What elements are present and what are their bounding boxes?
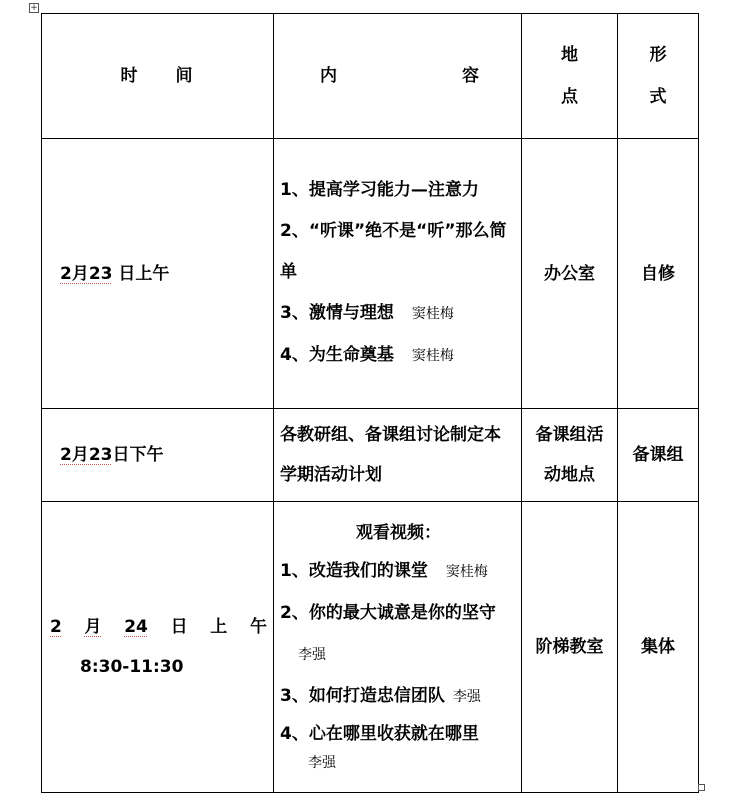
header-form-char-1: 形 xyxy=(649,45,667,65)
row3-content xyxy=(274,502,522,793)
row2-time xyxy=(42,409,274,502)
speaker-name: 李强 xyxy=(308,754,336,771)
row3-subtitle: 观看视频： xyxy=(356,522,441,543)
header-time-label: 时 间 xyxy=(120,66,195,86)
header-location-char-2: 点 xyxy=(561,87,578,107)
row3-time-part: 午 xyxy=(249,617,267,637)
header-form xyxy=(618,14,699,139)
row3-time-part: 2 xyxy=(50,617,62,637)
row3-time-part: 日 xyxy=(170,617,188,637)
table-move-handle-icon[interactable]: + xyxy=(30,3,38,13)
table-row xyxy=(42,139,699,409)
row2-location: 备课组活动地点 xyxy=(522,409,618,502)
header-form-char-2: 式 xyxy=(649,87,667,107)
list-item: 1、提高学习能力—注意力 xyxy=(280,180,479,200)
speaker-name: 李强 xyxy=(452,688,481,705)
table-row xyxy=(42,409,699,502)
speaker-name: 窦桂梅 xyxy=(411,348,454,364)
row3-time-part: 上 xyxy=(210,617,228,637)
list-item: 1、改造我们的课堂 窦桂梅 xyxy=(280,560,488,581)
list-item: 3、如何打造忠信团队 李强 xyxy=(280,685,481,706)
header-content-char-2: 容 xyxy=(462,66,479,86)
row1-location: 办公室 xyxy=(522,139,618,409)
speaker-name: 李强 xyxy=(298,646,326,663)
list-item: 4、心在哪里收获就在哪里 李强 xyxy=(280,718,517,776)
row2-content: 各教研组、备课组讨论制定本学期活动计划 xyxy=(274,409,522,502)
row3-time-part: 月 xyxy=(84,617,102,637)
row3-time-hours: 8:30-11:30 xyxy=(80,657,184,677)
speaker-name: 窦桂梅 xyxy=(445,563,488,580)
row1-form: 自修 xyxy=(618,139,699,409)
row1-time xyxy=(42,139,274,409)
row2-form: 备课组 xyxy=(618,409,699,502)
row1-time-rest: 日上午 xyxy=(118,263,170,284)
end-of-table-marker xyxy=(698,784,705,791)
header-row xyxy=(42,14,699,139)
list-item: 3、激情与理想 窦桂梅 xyxy=(280,303,454,323)
row3-time xyxy=(42,502,274,793)
table-row xyxy=(42,502,699,793)
row2-time-rest: 日下午 xyxy=(112,445,164,465)
header-content xyxy=(274,14,522,139)
list-item: 2、“听课”绝不是“听”那么简单 xyxy=(280,221,507,282)
row3-form: 集体 xyxy=(618,502,699,793)
header-content-char-1: 内 xyxy=(320,66,337,86)
header-location-char-1: 地 xyxy=(561,45,578,65)
header-time xyxy=(42,14,274,139)
row3-location: 阶梯教室 xyxy=(522,502,618,793)
row2-time-month: 2月23 xyxy=(60,445,113,465)
list-item: 2、你的最大诚意是你的坚守李强 xyxy=(280,602,496,663)
list-item: 4、为生命奠基 窦桂梅 xyxy=(280,345,454,365)
row1-content xyxy=(274,139,522,409)
header-location xyxy=(522,14,618,139)
row1-time-month: 2月23 xyxy=(60,263,113,284)
speaker-name: 窦桂梅 xyxy=(411,306,454,322)
schedule-table xyxy=(41,13,699,793)
row3-time-part: 24 xyxy=(124,617,148,637)
